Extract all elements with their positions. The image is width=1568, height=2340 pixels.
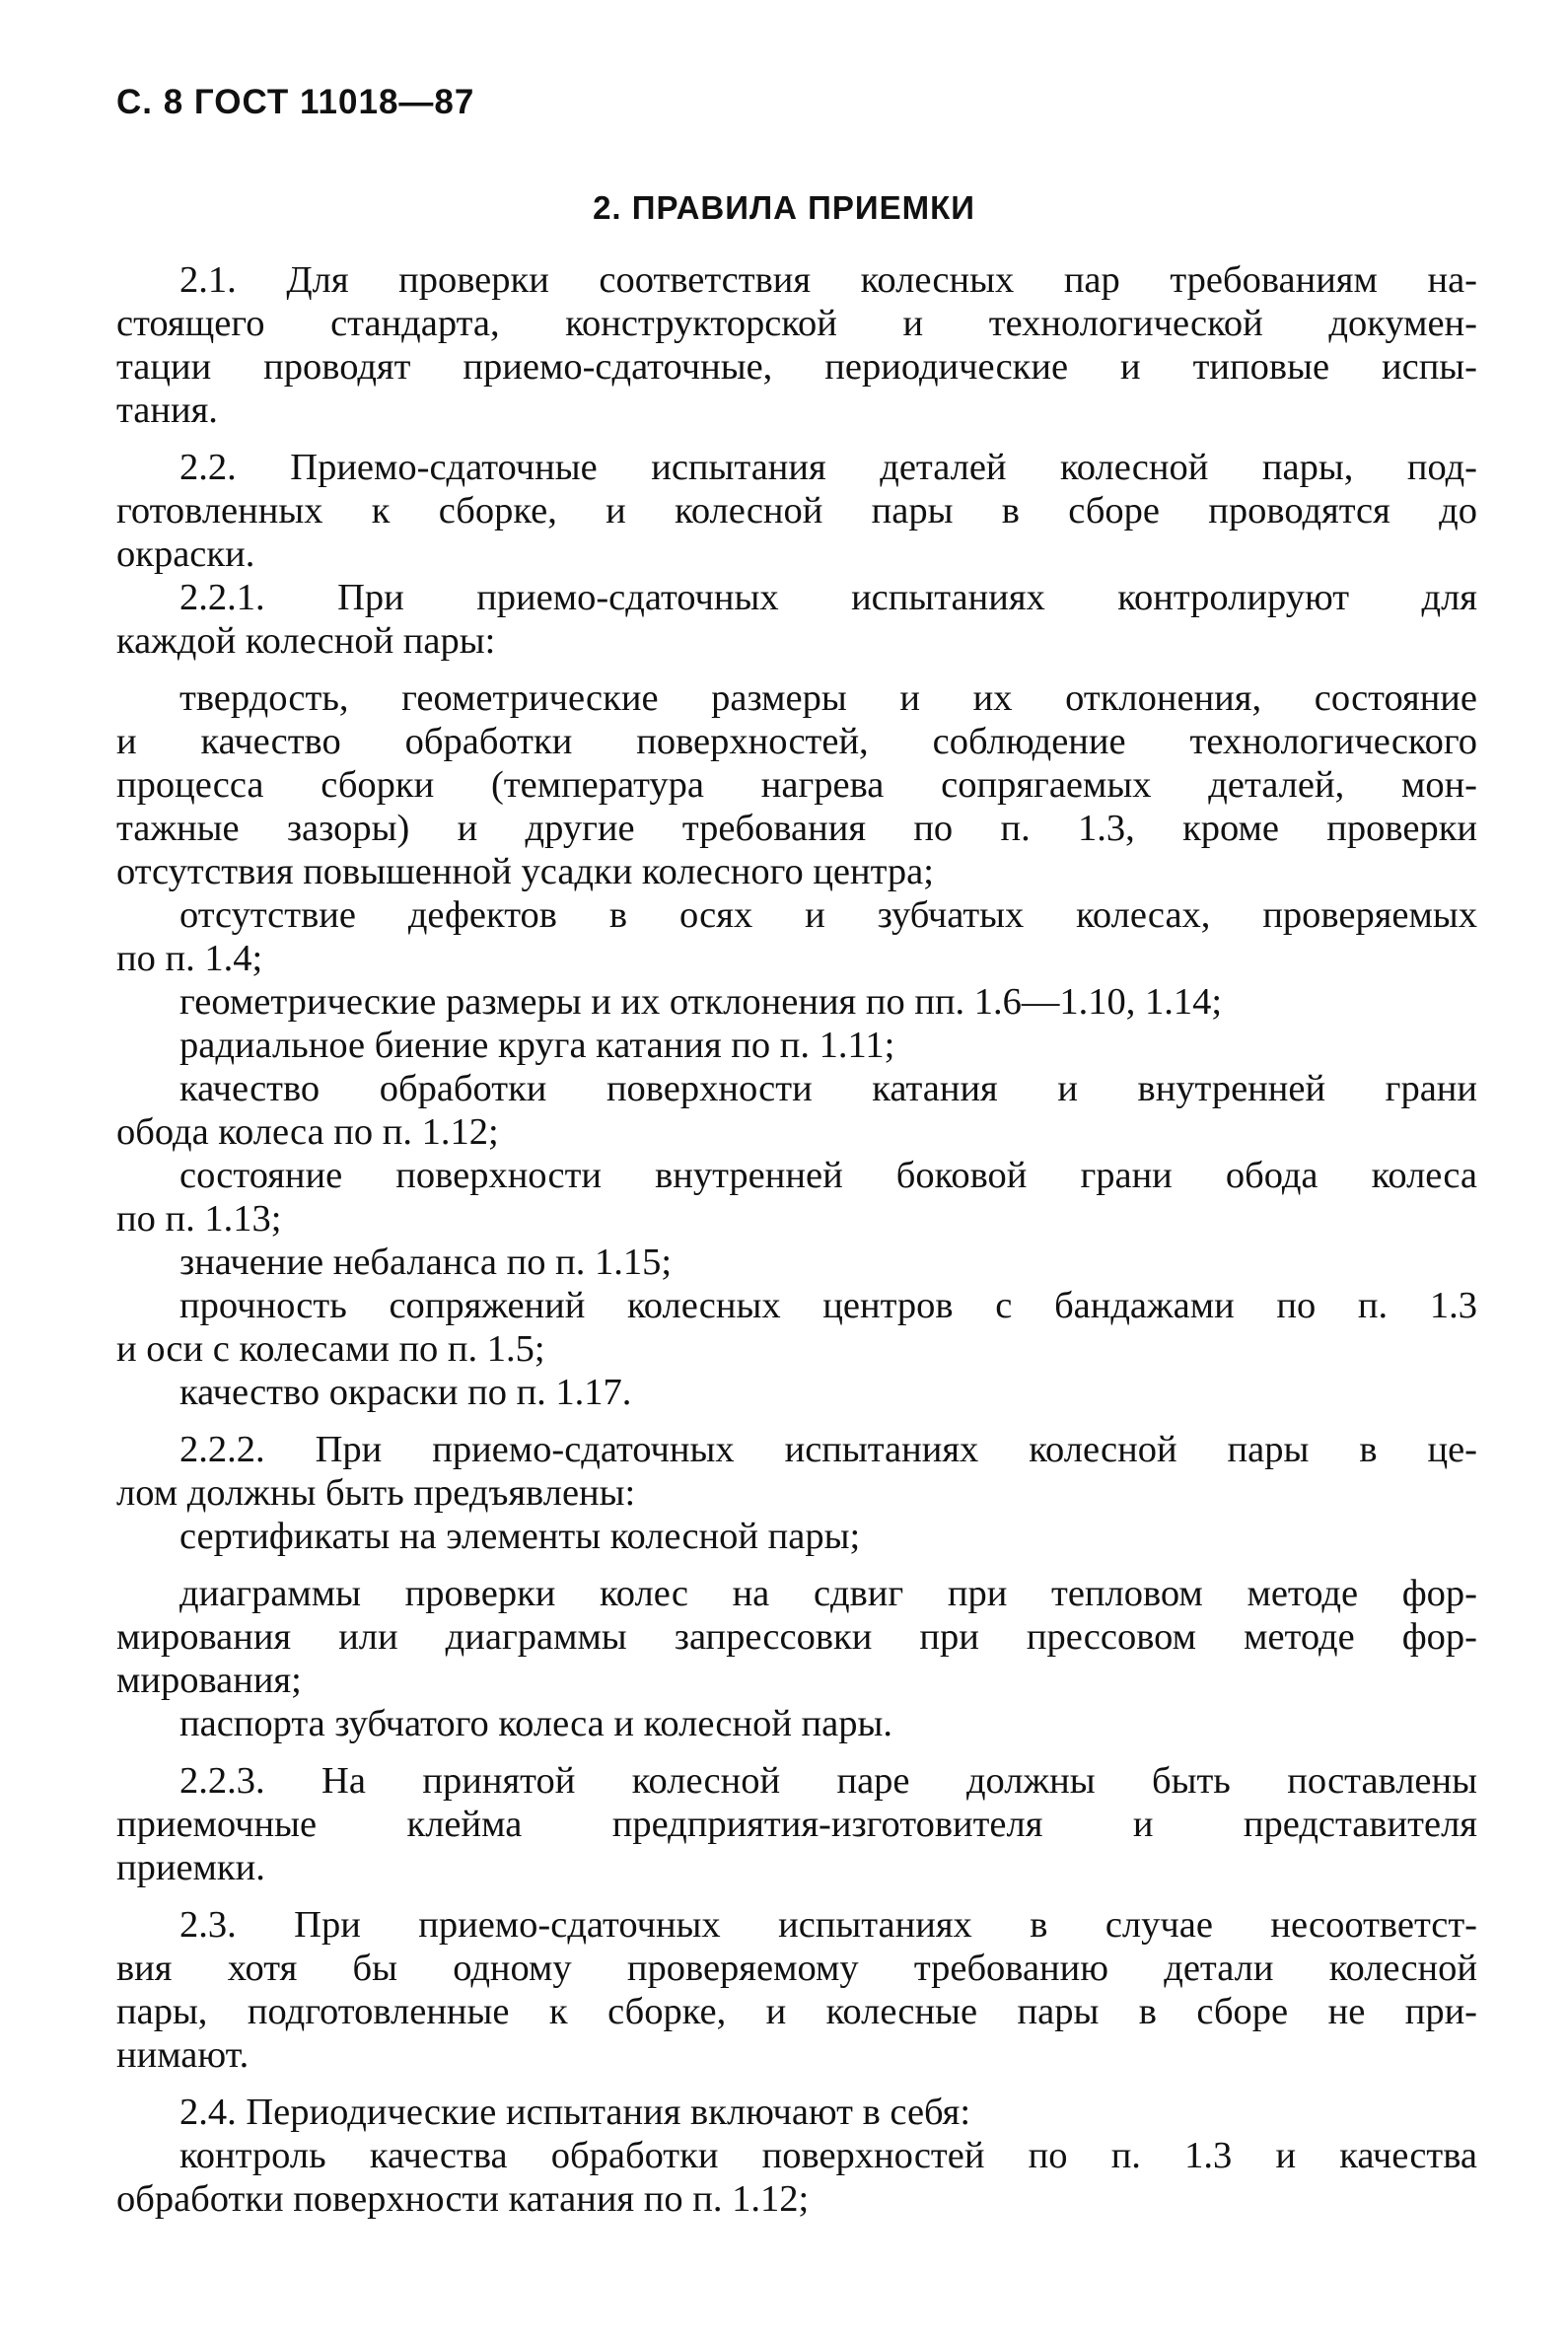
text-line: качество окраски по п. 1.17.: [179, 1372, 632, 1413]
text-line: контроль качества обработки поверхностей по п. 1.3 и качества: [179, 2135, 1477, 2176]
text-line: вия хотя бы одному проверяемому требованию детали колесной: [116, 1948, 1477, 1989]
text-line: и оси с колесами по п. 1.5;: [116, 1328, 545, 1370]
text-line: тации проводят приемо-сдаточные, периодические и типовые испы-: [116, 346, 1477, 388]
text-line: окраски.: [116, 533, 255, 575]
text-line: и качество обработки поверхностей, соблюдение технологического: [116, 721, 1477, 762]
text-line: качество обработки поверхности катания и внутренней грани: [179, 1068, 1477, 1109]
text-line: прочность сопряжений колесных центров с бандажами по п. 1.3: [179, 1285, 1477, 1326]
text-line: каждой колесной пары:: [116, 620, 496, 662]
text-line: лом должны быть предъявлены:: [116, 1472, 636, 1514]
text-line: обработки поверхности катания по п. 1.12;: [116, 2178, 810, 2220]
section-title: 2. ПРАВИЛА ПРИЕМКИ: [593, 189, 975, 226]
text-line: стоящего стандарта, конструкторской и технологической докумен-: [116, 303, 1477, 344]
document-body: [116, 258, 1477, 2221]
text-line: тания.: [116, 390, 218, 431]
text-line: мирования;: [116, 1660, 302, 1701]
text-line: 2.2.2. При приемо-сдаточных испытаниях колесной пары в це-: [179, 1429, 1477, 1470]
text-line: диаграммы проверки колес на сдвиг при тепловом методе фор-: [179, 1573, 1477, 1614]
text-line: 2.2.1. При приемо-сдаточных испытаниях контролируют для: [179, 577, 1477, 618]
text-line: пары, подготовленные к сборке, и колесные пары в сборе не при-: [116, 1991, 1477, 2032]
text-line: обода колеса по п. 1.12;: [116, 1111, 499, 1153]
text-line: готовленных к сборке, и колесной пары в сборе проводятся до: [116, 490, 1477, 532]
text-line: 2.2.3. На принятой колесной паре должны быть поставлены: [179, 1760, 1477, 1802]
text-line: тажные зазоры) и другие требования по п. 1.3, кроме проверки: [116, 808, 1477, 849]
text-line: процесса сборки (температура нагрева сопрягаемых деталей, мон-: [116, 764, 1477, 806]
text-line: состояние поверхности внутренней боковой грани обода колеса: [179, 1155, 1477, 1196]
text-line: 2.3. При приемо-сдаточных испытаниях в случае несоответст-: [179, 1904, 1477, 1946]
text-line: радиальное биение круга катания по п. 1.11;: [179, 1025, 895, 1066]
text-line: приемочные клейма предприятия-изготовителя и представителя: [116, 1804, 1477, 1845]
text-line: отсутствия повышенной усадки колесного центра;: [116, 851, 934, 892]
text-line: сертификаты на элементы колесной пары;: [179, 1516, 861, 1557]
text-line: 2.2. Приемо-сдаточные испытания деталей колесной пары, под-: [179, 447, 1477, 488]
text-line: 2.4. Периодические испытания включают в себя:: [179, 2092, 971, 2133]
text-line: твердость, геометрические размеры и их отклонения, состояние: [179, 677, 1477, 719]
text-line: нимают.: [116, 2034, 249, 2076]
text-line: значение небаланса по п. 1.15;: [179, 1241, 673, 1283]
text-line: мирования или диаграммы запрессовки при прессовом методе фор-: [116, 1616, 1477, 1658]
text-line: приемки.: [116, 1847, 265, 1888]
running-header: С. 8 ГОСТ 11018—87: [116, 83, 475, 121]
text-line: отсутствие дефектов в осях и зубчатых колесах, проверяемых: [179, 894, 1477, 936]
text-line: по п. 1.13;: [116, 1198, 282, 1240]
text-line: паспорта зубчатого колеса и колесной пары.: [179, 1703, 892, 1744]
text-line: по п. 1.4;: [116, 938, 263, 979]
text-line: геометрические размеры и их отклонения по пп. 1.6—1.10, 1.14;: [179, 981, 1223, 1023]
text-line: 2.1. Для проверки соответствия колесных пар требованиям на-: [179, 259, 1477, 301]
